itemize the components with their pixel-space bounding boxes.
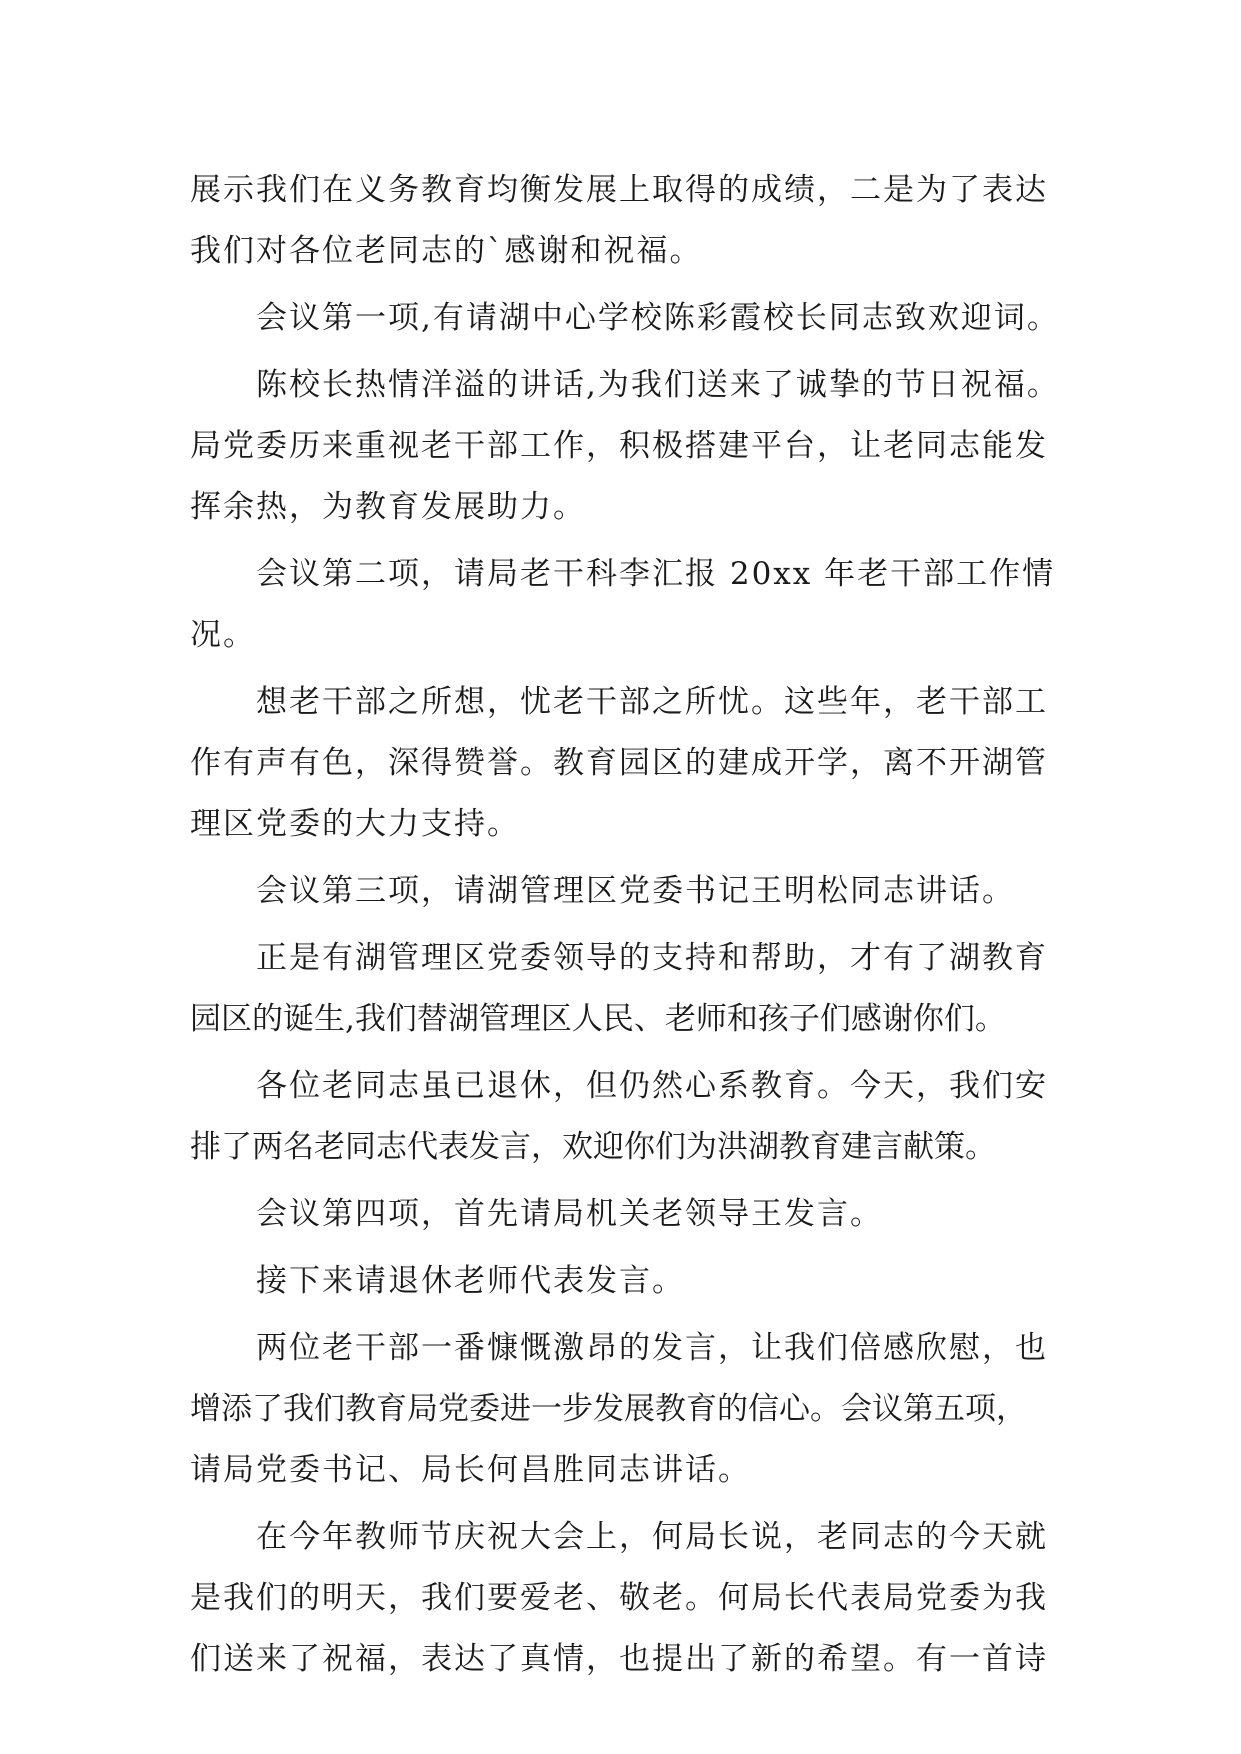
text-line: 理区党委的大力支持。 [190, 806, 520, 842]
text-line: 排了两名老同志代表发言，欢迎你们为洪湖教育建言献策。 [190, 1129, 996, 1165]
text-line: 况。 [190, 617, 256, 653]
paragraph-first-line: 会议第三项，请湖管理区党委书记王明松同志讲话。 [256, 873, 1015, 909]
text-line: 是我们的明天，我们要爱老、敬老。何局长代表局党委为我 [190, 1580, 1048, 1616]
paragraph-first-line: 会议第二项，请局老干科李汇报 20xx 年老干部工作情 [256, 556, 1056, 592]
paragraph-first-line: 会议第一项,有请湖中心学校陈彩霞校长同志致欢迎词。 [256, 300, 1060, 336]
text-line: 展示我们在义务教育均衡发展上取得的成绩，二是为了表达 [190, 172, 1048, 208]
paragraph-first-line: 想老干部之所想，忧老干部之所忧。这些年，老干部工 [256, 684, 1048, 720]
paragraph-first-line: 正是有湖管理区党委领导的支持和帮助，才有了湖教育 [256, 940, 1048, 976]
text-line: 我们对各位老同志的`感谢和祝福。 [190, 233, 703, 269]
paragraph-first-line: 两位老干部一番慷慨激昂的发言，让我们倍感欣慰，也 [256, 1330, 1048, 1366]
paragraph-first-line: 会议第四项，首先请局机关老领导王发言。 [256, 1196, 883, 1232]
paragraph-first-line: 接下来请退休老师代表发言。 [256, 1263, 685, 1299]
text-line: 局党委历来重视老干部工作，积极搭建平台，让老同志能发 [190, 428, 1048, 464]
text-line: 们送来了祝福，表达了真情，也提出了新的希望。有一首诗 [190, 1641, 1048, 1677]
paragraph-first-line: 在今年教师节庆祝大会上，何局长说，老同志的今天就 [256, 1519, 1048, 1555]
document-body [190, 160, 1070, 1690]
text-line: 作有声有色，深得赞誉。教育园区的建成开学，离不开湖管 [190, 745, 1048, 781]
text-line: 挥余热，为教育发展助力。 [190, 489, 586, 525]
text-line: 增添了我们教育局党委进一步发展教育的信心。会议第五项， [190, 1391, 1027, 1427]
text-line: 园区的诞生,我们替湖管理区人民、老师和孩子们感谢你们。 [190, 1001, 1006, 1037]
text-line: 请局党委书记、局长何昌胜同志讲话。 [190, 1452, 751, 1488]
paragraph-first-line: 陈校长热情洋溢的讲话,为我们送来了诚挚的节日祝福。 [256, 367, 1060, 403]
paragraph-first-line: 各位老同志虽已退休，但仍然心系教育。今天，我们安 [256, 1068, 1048, 1104]
